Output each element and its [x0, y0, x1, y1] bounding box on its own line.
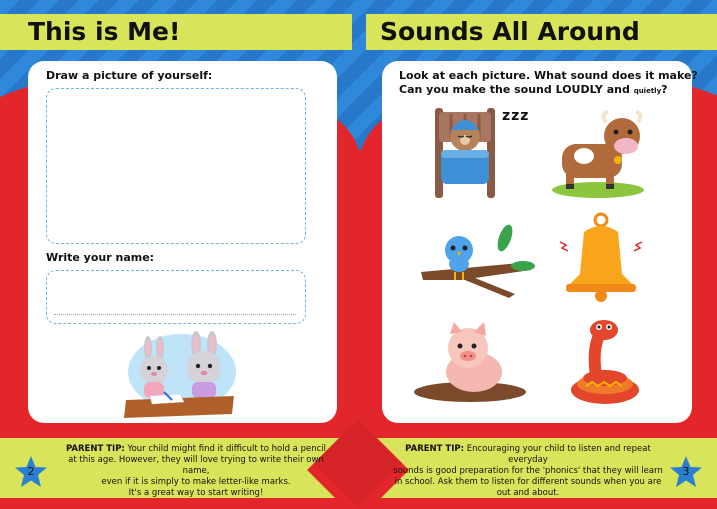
right-parent-tip — [392, 444, 664, 499]
prompt-loudly: LOUDLY — [555, 83, 603, 96]
snake-icon — [566, 318, 644, 408]
draw-prompt: Draw a picture of yourself: — [46, 69, 213, 82]
prompt-and: and — [602, 83, 634, 96]
right-tip-line-4: out and about. — [496, 488, 560, 498]
name-prompt: Write your name: — [46, 251, 155, 264]
left-tip-line-4: It's a great way to start writing! — [128, 488, 264, 498]
name-writing-line — [54, 314, 296, 315]
left-page-title: This is Me! — [28, 17, 181, 46]
prompt-quietly: quietly — [633, 87, 662, 95]
name-writing-area[interactable] — [46, 270, 306, 324]
left-tip-line-3: even if it is simply to make letter-like marks. — [101, 477, 291, 487]
bell-icon — [556, 212, 646, 306]
self-portrait-drawing-area[interactable] — [46, 88, 306, 244]
sounds-prompt-line-2 — [399, 82, 668, 99]
right-page-title: Sounds All Around — [380, 17, 640, 46]
prompt-question-mark: ? — [661, 83, 668, 96]
prompt-text-a: Can you make the sound — [399, 83, 556, 96]
right-tip-line-1: Encouraging your child to listen and repeat everyday — [466, 444, 651, 465]
pig-icon — [412, 318, 530, 404]
right-tip-label: PARENT TIP: — [405, 444, 465, 454]
left-page-number: 2 — [27, 465, 35, 478]
sleeping-bear-icon — [425, 104, 505, 200]
right-tip-line-3: in school. Ask them to listen for different sounds when you are — [394, 477, 662, 487]
sounds-prompt-line-1: Look at each picture. What sound does it make? — [399, 69, 698, 82]
right-tip-line-2: sounds is good preparation for the 'phonics' that they will learn — [393, 466, 663, 476]
snore-text: zzz — [502, 108, 530, 124]
bird-icon — [415, 222, 539, 300]
left-tip-line-1: Your child might find it difficult to hold a pencil — [127, 444, 326, 454]
right-page-number: 3 — [682, 465, 690, 478]
left-tip-line-2: at this age. However, they will love trying to write their own name, — [68, 455, 324, 476]
cow-icon — [546, 104, 650, 200]
bunnies-writing-icon — [120, 330, 240, 422]
left-parent-tip — [60, 444, 332, 499]
left-tip-label: PARENT TIP: — [65, 444, 125, 454]
